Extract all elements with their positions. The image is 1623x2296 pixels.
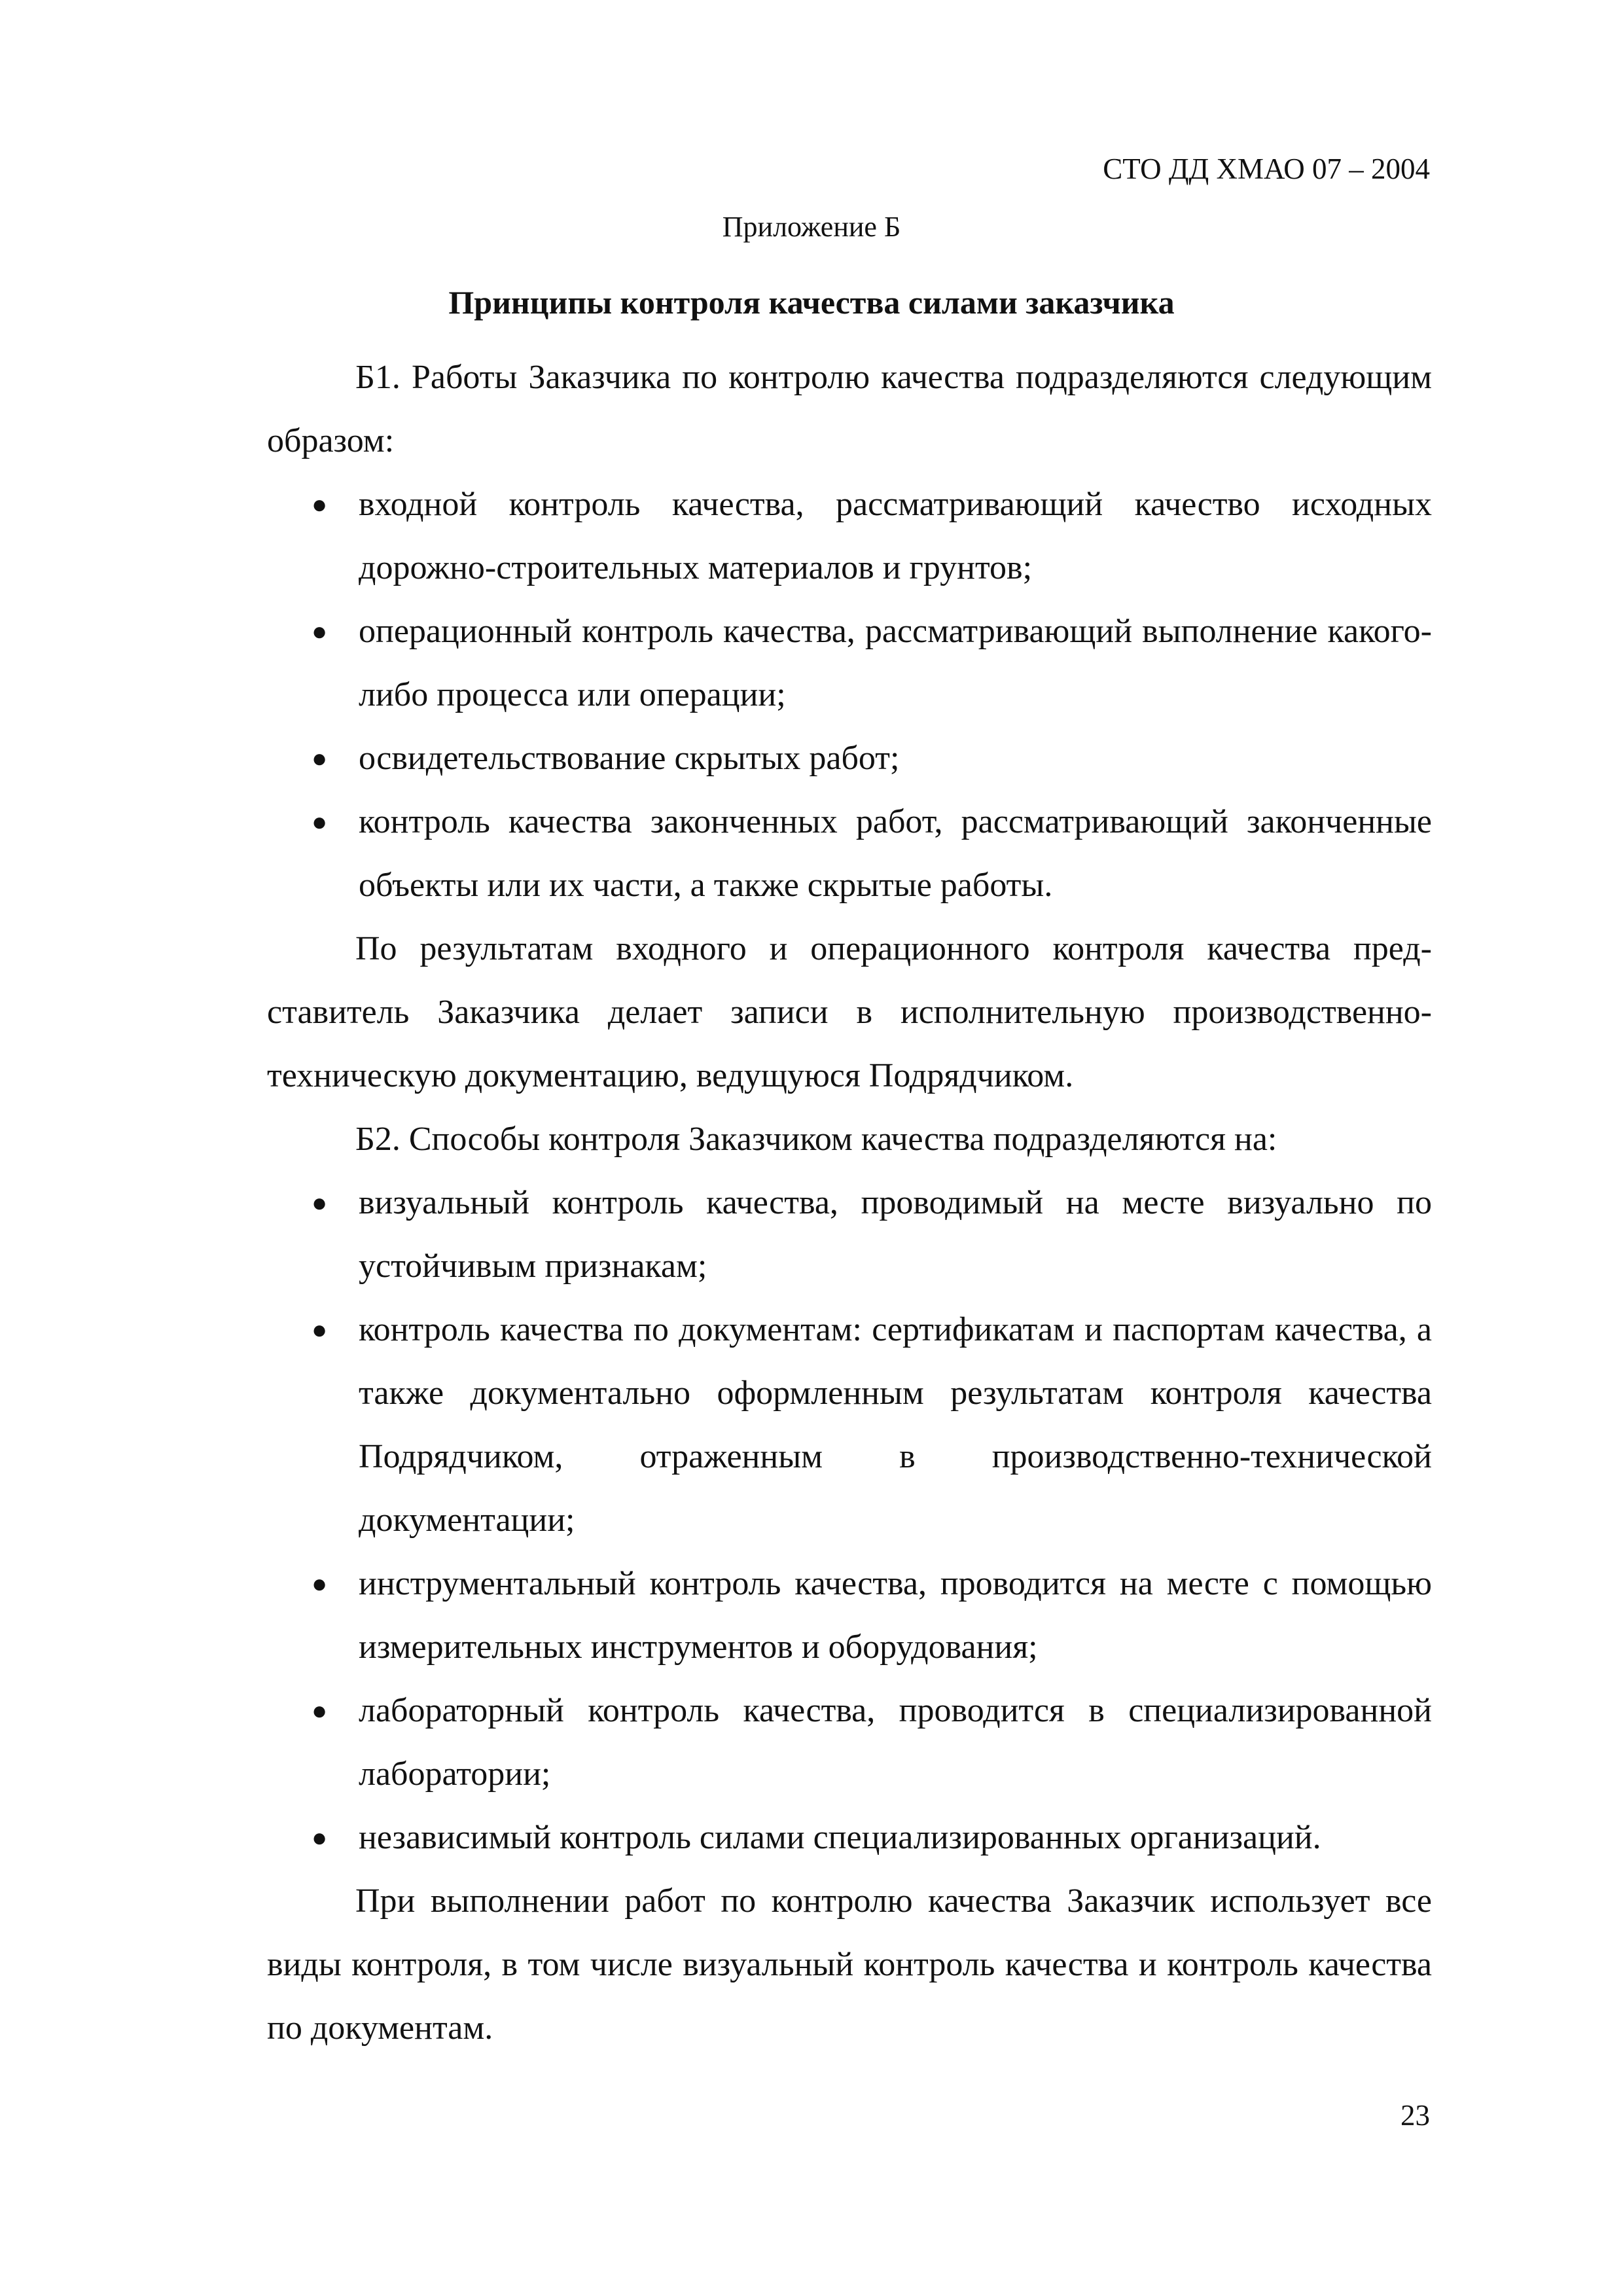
list-item bbox=[267, 600, 1432, 726]
list-item-text: визуальный контроль качества, проводимый на месте визуально по устойчивым признакам; bbox=[359, 1184, 1432, 1285]
section-b2-list bbox=[267, 1171, 1432, 1869]
list-item-text: входной контроль качества, рассматривающий качество исходных дорожно-строительных материалов и грунтов; bbox=[359, 486, 1432, 586]
list-item bbox=[267, 473, 1432, 600]
bullet-dot-icon: ● bbox=[312, 490, 328, 519]
bullet-dot-icon: ● bbox=[312, 1823, 328, 1852]
section-b1-intro: Б1. Работы Заказчика по контролю качества подразделяются следующим образом: bbox=[267, 359, 1432, 459]
section-b1-list bbox=[267, 473, 1432, 917]
list-item bbox=[267, 726, 1432, 790]
list-item-text: инструментальный контроль качества, проводится на месте с помощью измерительных инструментов и оборудования; bbox=[359, 1565, 1432, 1666]
list-item-text: контроль качества по документам: сертификатам и паспортам качества, а также документально оформленным результатам контроля качества Подрядчиком, отраженным в производственно-технической документации; bbox=[359, 1311, 1432, 1539]
document-body bbox=[267, 346, 1432, 2060]
bullet-dot-icon: ● bbox=[312, 617, 328, 646]
list-item-text: операционный контроль качества, рассматривающий выполнение какого-либо процесса или операции; bbox=[359, 613, 1432, 713]
list-item-text: лабораторный контроль качества, проводится в специализированной лаборатории; bbox=[359, 1692, 1432, 1793]
bullet-dot-icon: ● bbox=[312, 1696, 328, 1725]
list-item bbox=[267, 1679, 1432, 1806]
list-item bbox=[267, 1552, 1432, 1679]
bullet-dot-icon: ● bbox=[312, 807, 328, 836]
list-item bbox=[267, 1806, 1432, 1869]
page-number: 23 bbox=[1400, 2099, 1430, 2132]
appendix-label: Приложение Б bbox=[722, 211, 901, 243]
list-item bbox=[267, 1171, 1432, 1298]
section-b1-note: По результатам входного и операционного контроля качества представитель Заказчика делает записи в исполнительную производственно-техническую документацию, ведущуюся Подрядчиком. bbox=[267, 930, 1432, 1094]
list-item bbox=[267, 1298, 1432, 1552]
bullet-dot-icon: ● bbox=[312, 1188, 328, 1217]
list-item-text: освидетельствование скрытых работ; bbox=[359, 740, 900, 777]
bullet-dot-icon: ● bbox=[312, 744, 328, 773]
bullet-dot-icon: ● bbox=[312, 1569, 328, 1598]
list-item bbox=[267, 790, 1432, 917]
bullet-dot-icon: ● bbox=[312, 1315, 328, 1344]
section-b2-intro: Б2. Способы контроля Заказчиком качества подразделяются на: bbox=[355, 1121, 1277, 1158]
page-title: Принципы контроля качества силами заказчика bbox=[448, 284, 1175, 321]
list-item-text: контроль качества законченных работ, рассматривающий законченные объекты или их части, а также скрытые работы. bbox=[359, 803, 1432, 904]
standard-code: СТО ДД ХМАО 07 – 2004 bbox=[1103, 152, 1430, 185]
section-b2-conclusion: При выполнении работ по контролю качества Заказчик использует все виды контроля, в том числе визуальный контроль качества и контроль качества по документам. bbox=[267, 1882, 1432, 2047]
list-item-text: независимый контроль силами специализированных организаций. bbox=[359, 1819, 1321, 1856]
